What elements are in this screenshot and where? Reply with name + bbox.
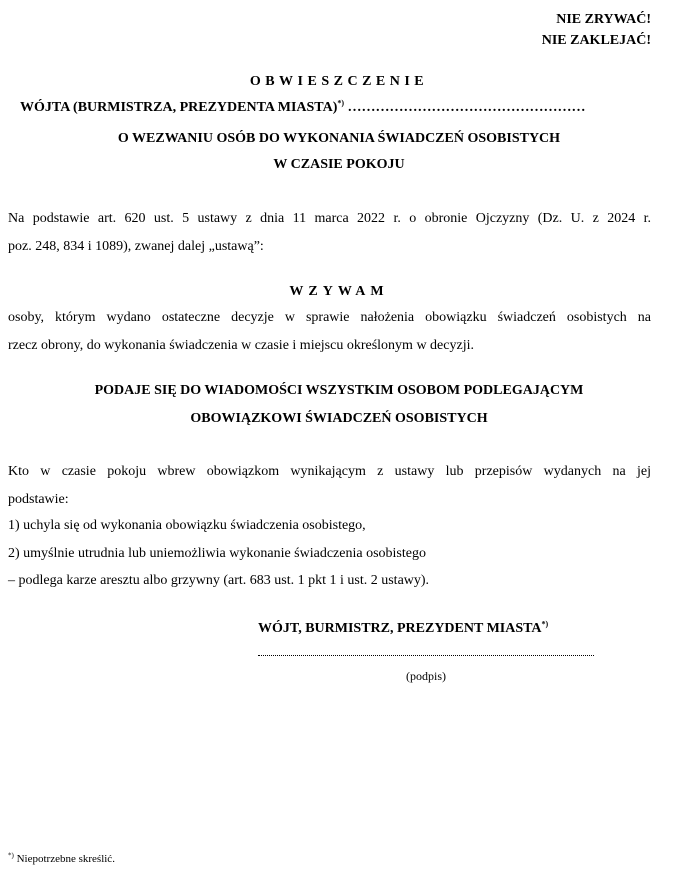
penalty-item-2: 2) umyślnie utrudnia lub uniemożliwia wykonanie świadczenia osobistego (8, 546, 426, 561)
official-title (258, 621, 548, 637)
footnote (8, 853, 115, 865)
announcement-line-1: PODAJE SIĘ DO WIADOMOŚCI WSZYSTKIM OSOBOM PODLEGAJĄCYM (94, 383, 584, 398)
footnote-marker: *) (8, 851, 14, 860)
warning-do-not-tear: NIE ZRYWAĆ! (556, 12, 651, 27)
footnote-text: Niepotrzebne skreślić. (13, 853, 115, 865)
penalty-consequence: – podlega karze aresztu albo grzywny (art. 683 ust. 1 pkt 1 i ust. 2 ustawy). (8, 573, 430, 588)
issuer-footnote-marker: *) (337, 98, 345, 108)
announcement-line-2: OBOWIĄZKOWI ŚWIADCZEŃ OSOBISTYCH (190, 411, 488, 426)
legal-basis-line-2: poz. 248, 834 i 1089), zwanej dalej „ustawą”: (8, 239, 264, 254)
warning-do-not-cover: NIE ZAKLEJAĆ! (541, 33, 651, 48)
summons-heading: WZYWAM (289, 284, 389, 299)
notice-heading: OBWIESZCZENIE (249, 74, 429, 89)
penalty-line-2: podstawie: (8, 492, 69, 507)
summons-line-1: osoby, którym wydano ostateczne decyzje w sprawie nałożenia obowiązku świadczeń osobistych na (8, 310, 651, 325)
signature-line (258, 655, 594, 656)
official-footnote-marker: *) (541, 619, 549, 629)
subject-line-1: O WEZWANIU OSÓB DO WYKONANIA ŚWIADCZEŃ OSOBISTYCH (117, 131, 561, 146)
issuer-title: WÓJTA (BURMISTRZA, PREZYDENTA MIASTA) (20, 100, 338, 115)
official-title-text: WÓJT, BURMISTRZ, PREZYDENT MIASTA (258, 621, 542, 636)
penalty-line-1: Kto w czasie pokoju wbrew obowiązkom wynikającym z ustawy lub przepisów wydanych na jej (8, 464, 651, 479)
issuer-line (20, 100, 586, 116)
issuer-blank-field: …………………………………………… (347, 100, 586, 115)
summons-line-2: rzecz obrony, do wykonania świadczenia w czasie i miejscu określonym w decyzji. (8, 338, 474, 353)
subject-line-2: W CZASIE POKOJU (273, 157, 405, 172)
legal-basis-line-1: Na podstawie art. 620 ust. 5 ustawy z dnia 11 marca 2022 r. o obronie Ojczyzny (Dz. U. z 2024 r. (8, 211, 651, 226)
signature-label: (podpis) (406, 669, 446, 683)
penalty-item-1: 1) uchyla się od wykonania obowiązku świadczenia osobistego, (8, 518, 366, 533)
